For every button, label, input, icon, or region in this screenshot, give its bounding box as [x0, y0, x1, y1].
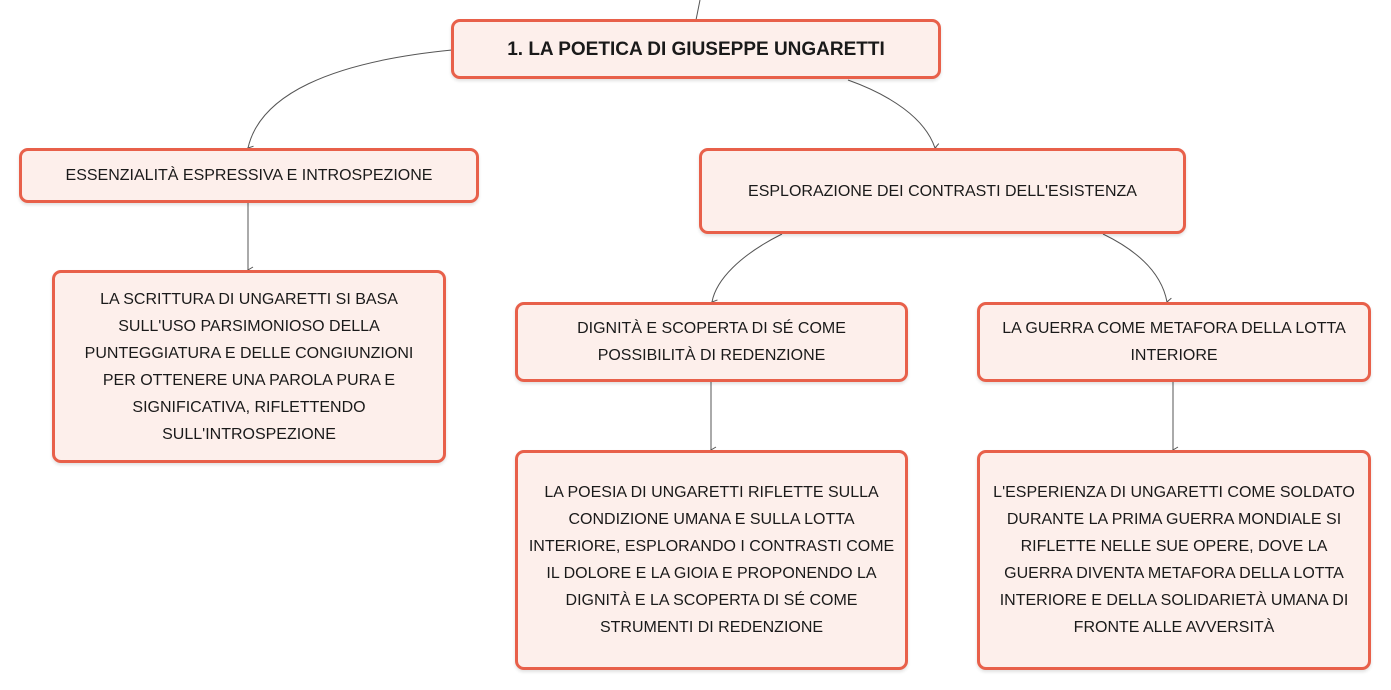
node-label: L'ESPERIENZA DI UNGARETTI COME SOLDATO DURANTE LA PRIMA GUERRA MONDIALE SI RIFLETTE NELLE SUE OPERE, DOVE LA GUERRA DIVENTA METAFORA DELLA LOTTA INTERIORE E DELLA SOLIDARIETÀ UMANA DI FRONTE ALLE AVVERSITÀ: [993, 484, 1355, 636]
node-essenzialita-espressiva[interactable]: [19, 148, 479, 203]
node-label: ESSENZIALITÀ ESPRESSIVA E INTROSPEZIONE: [65, 167, 433, 184]
node-guerra-metafora[interactable]: [977, 302, 1371, 382]
connector-root-essenzialita: [248, 50, 452, 148]
node-esperienza-soldato[interactable]: [977, 450, 1371, 670]
node-dignita-scoperta[interactable]: [515, 302, 908, 382]
connector-root-esplorazione: [848, 80, 935, 148]
connector-esplorazione-guerra: [1103, 234, 1167, 302]
connector-esplorazione-dignita: [712, 234, 782, 302]
connector-parent-root: [696, 0, 700, 20]
node-root-poetica-ungaretti[interactable]: [451, 19, 941, 79]
node-label: LA SCRITTURA DI UNGARETTI SI BASA SULL'USO PARSIMONIOSO DELLA PUNTEGGIATURA E DELLE CONGIUNZIONI PER OTTENERE UNA PAROLA PURA E SIGNIFICATIVA, RIFLETTENDO SULL'INTROSPEZIONE: [84, 290, 414, 443]
node-label: LA POESIA DI UNGARETTI RIFLETTE SULLA CONDIZIONE UMANA E SULLA LOTTA INTERIORE, ESPLORANDO I CONTRASTI COME IL DOLORE E LA GIOIA E PROPONENDO LA DIGNITÀ E LA SCOPERTA DI SÉ COME STRUMENTI DI REDENZIONE: [528, 484, 895, 636]
node-label: ESPLORAZIONE DEI CONTRASTI DELL'ESISTENZA: [748, 182, 1137, 200]
node-label: LA GUERRA COME METAFORA DELLA LOTTA INTERIORE: [1002, 320, 1346, 364]
node-label: DIGNITÀ E SCOPERTA DI SÉ COME POSSIBILITÀ DI REDENZIONE: [577, 320, 846, 364]
node-scrittura-ungaretti[interactable]: [52, 270, 446, 463]
node-label: 1. LA POETICA DI GIUSEPPE UNGARETTI: [507, 38, 885, 60]
node-esplorazione-contrasti[interactable]: [699, 148, 1186, 234]
node-poesia-ungaretti[interactable]: [515, 450, 908, 670]
